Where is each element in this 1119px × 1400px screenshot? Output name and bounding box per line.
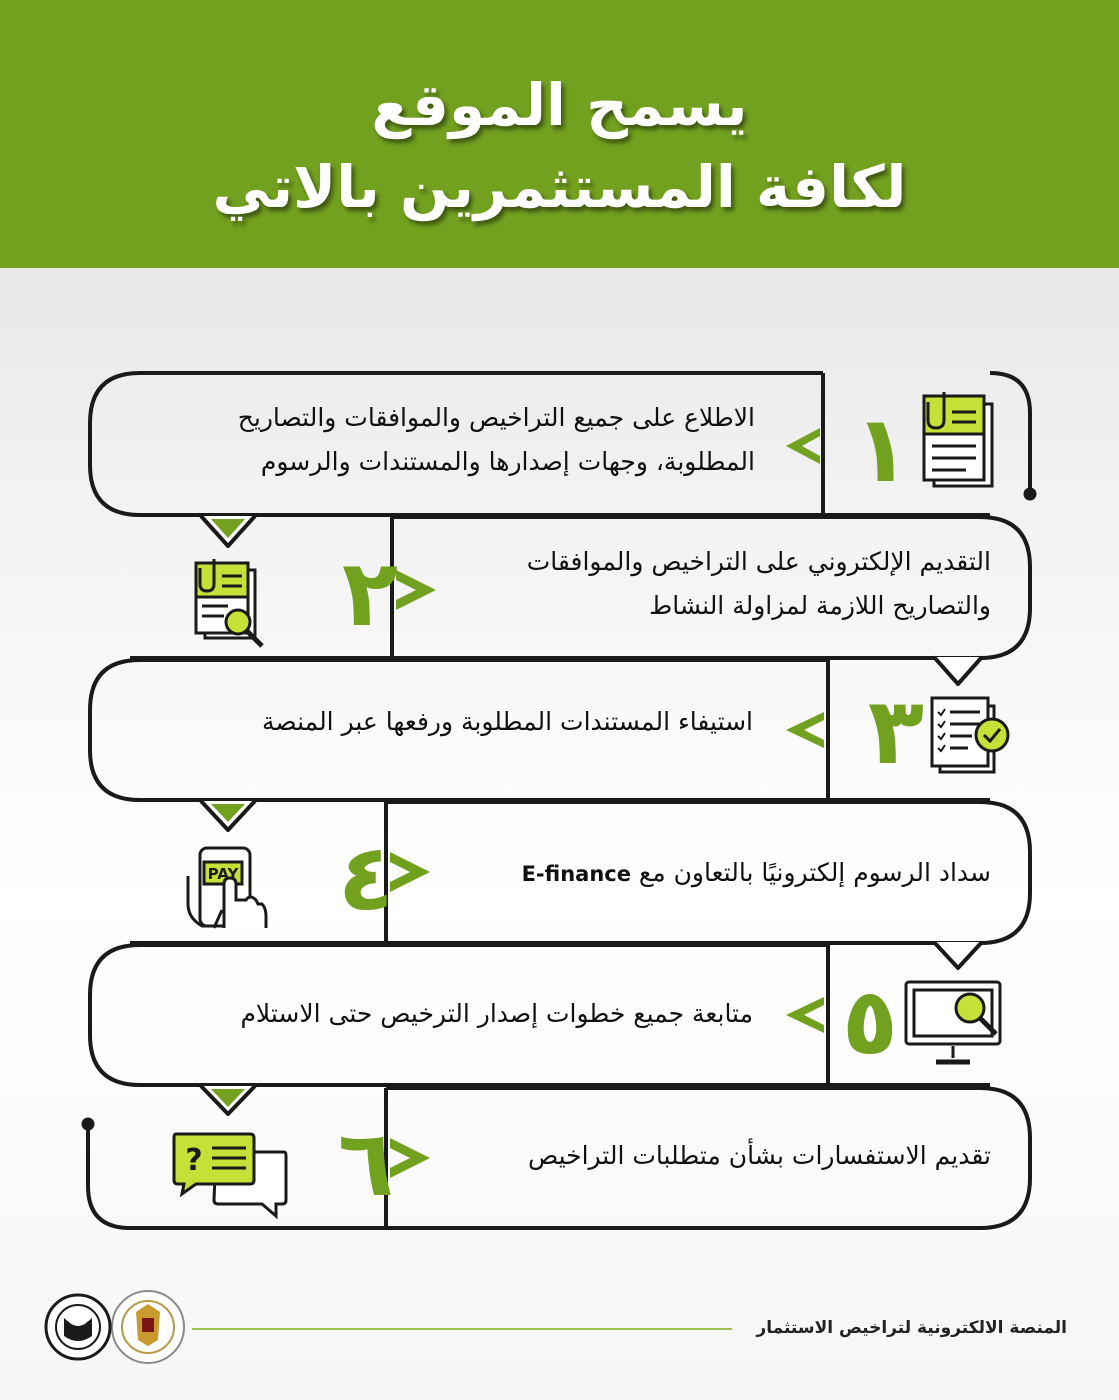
ministry-seal-icon	[112, 1291, 184, 1363]
step3-number: ٣	[867, 678, 925, 785]
step6-text	[528, 1134, 991, 1178]
step2-text-line2: والتصاريح اللازمة لمزاولة النشاط	[649, 591, 991, 620]
document-search-icon	[196, 559, 262, 646]
gafi-logo-icon	[46, 1295, 110, 1359]
monitor-search-icon	[906, 982, 1000, 1062]
step3-text-line1: استيفاء المستندات المطلوبة ورفعها عبر المنصة	[261, 707, 753, 736]
step1-chevron	[786, 428, 820, 464]
step4-text-line1: سداد الرسوم إلكترونيًا بالتعاون مع	[638, 858, 991, 887]
step2-text	[527, 540, 991, 628]
step2-number: ٢	[341, 540, 399, 647]
step2-text-line1: التقديم الإلكتروني على التراخيص والموافقات	[526, 547, 991, 576]
flow-end-dot-bottom	[84, 1120, 93, 1129]
footer-platform-name: المنصة الالكترونية لتراخيص الاستثمار	[756, 1318, 1067, 1338]
documents-icon	[924, 392, 992, 486]
step1-number: ١	[853, 396, 911, 503]
pay-label: PAY	[207, 865, 239, 883]
step6-text-line1: تقديم الاستفسارات بشأن متطلبات التراخيص	[527, 1141, 991, 1170]
step3-chevron	[786, 712, 824, 748]
page-title-line1: يسمح الموقع	[371, 71, 748, 139]
svg-text:?: ?	[185, 1143, 203, 1178]
step4-text	[522, 851, 991, 896]
mobile-pay-icon	[188, 848, 266, 928]
step4-tail	[934, 942, 982, 968]
efinance-brand: E-finance	[521, 862, 631, 886]
step5-chevron	[786, 997, 824, 1033]
step1-text-line1: الاطلاع على جميع التراخيص والموافقات والتصاريح	[237, 403, 755, 432]
step2-tail	[934, 657, 982, 684]
checklist-icon	[932, 698, 1008, 772]
step1-text	[238, 396, 755, 484]
step5-text-line1: متابعة جميع خطوات إصدار الترخيص حتى الاستلام	[240, 999, 753, 1028]
step3-text	[262, 700, 753, 744]
flow-connector-bottom	[88, 1128, 130, 1228]
flow-connector-top	[990, 373, 1030, 490]
step4-number: ٤	[337, 824, 395, 931]
step5-text	[240, 992, 753, 1036]
page-title-line2: لكافة المستثمرين بالاتي	[212, 153, 907, 221]
flow-end-dot-top	[1026, 490, 1035, 499]
step5-number: ٥	[841, 968, 899, 1075]
step6-number: ٦	[337, 1110, 395, 1217]
step1-text-line2: المطلوبة، وجهات إصدارها والمستندات والرسوم	[260, 447, 755, 476]
